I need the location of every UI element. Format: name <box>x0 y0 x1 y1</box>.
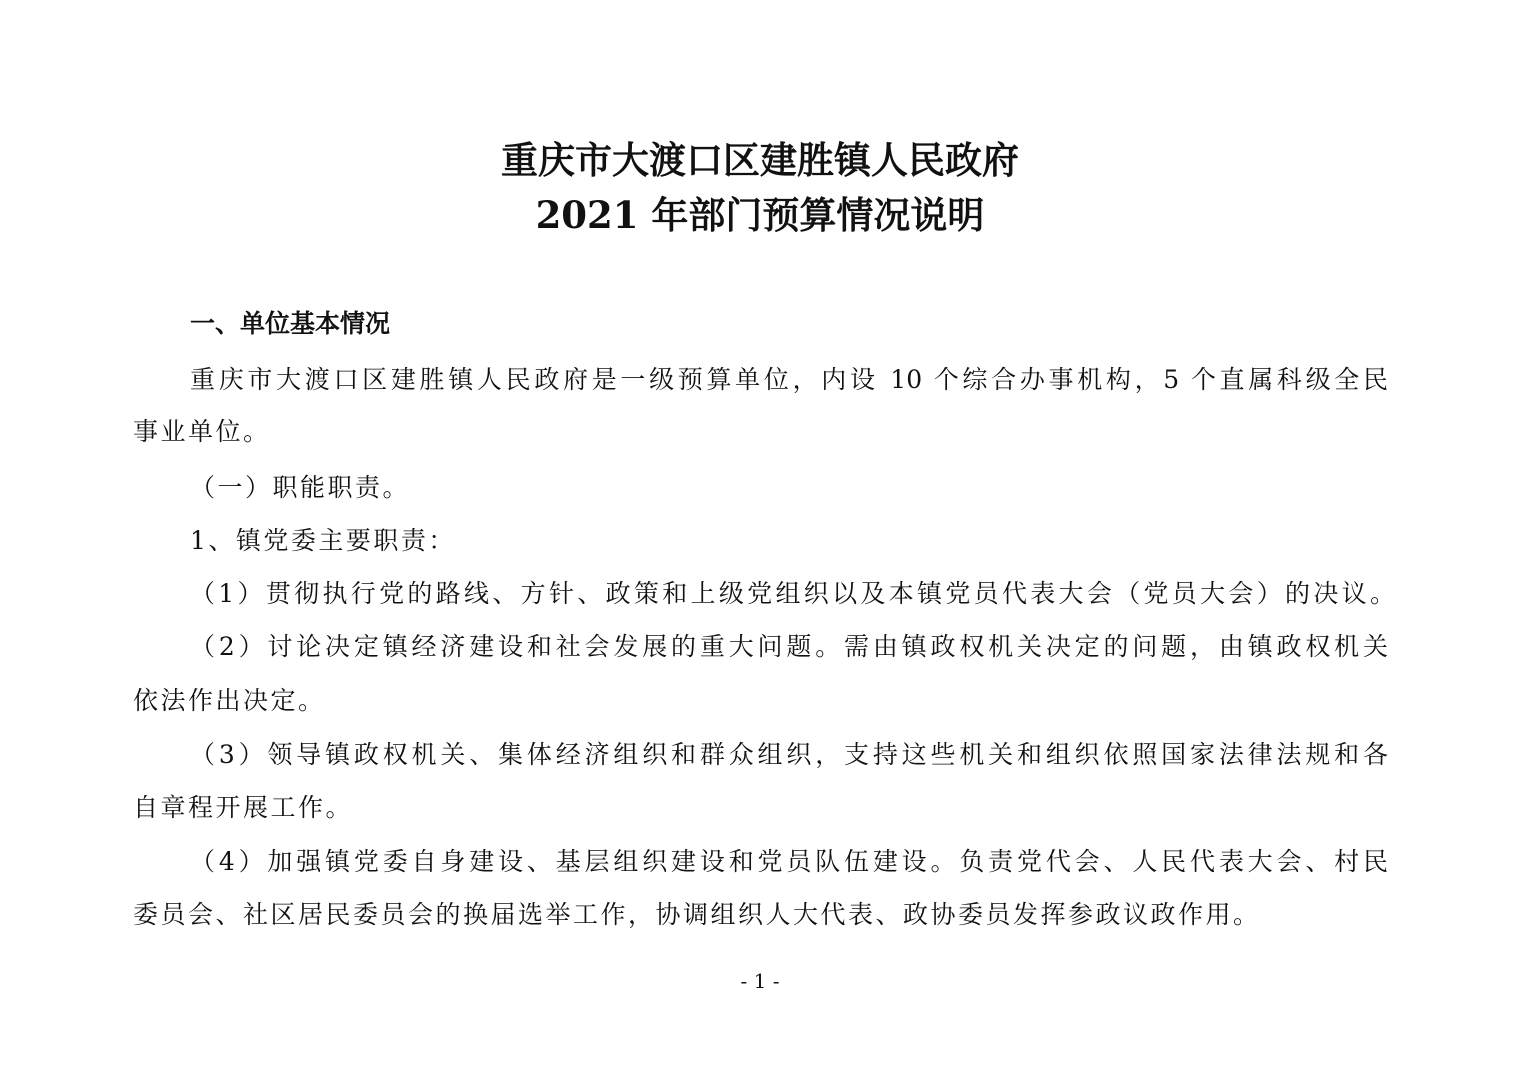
section-heading: 一、单位基本情况 <box>190 309 391 338</box>
sub-heading-functions: （一）职能职责。 <box>190 473 411 502</box>
duty-3-line2: 自章程开展工作。 <box>133 793 354 822</box>
duty-2-line2: 依法作出决定。 <box>133 686 326 715</box>
duty-3-line1: （3）领导镇政权机关、集体经济组织和群众组织，支持这些机关和组织依照国家法律法规和各 <box>190 740 1388 769</box>
intro-paragraph-line1: 重庆市大渡口区建胜镇人民政府是一级预算单位，内设 10 个综合办事机构，5 个直属科级全民 <box>190 365 1388 394</box>
intro-paragraph-line2: 事业单位。 <box>133 417 271 446</box>
duty-4-line1: （4）加强镇党委自身建设、基层组织建设和党员队伍建设。负责党代会、人民代表大会、村民 <box>190 847 1388 876</box>
page-number: - 1 - <box>740 969 780 993</box>
duty-1-line1: （1）贯彻执行党的路线、方针、政策和上级党组织以及本镇党员代表大会（党员大会）的决议。 <box>190 579 1395 608</box>
duty-2-line1: （2）讨论决定镇经济建设和社会发展的重大问题。需由镇政权机关决定的问题，由镇政权机关 <box>190 632 1388 661</box>
item-heading-party-committee: 1、镇党委主要职责： <box>190 526 456 555</box>
document-title-line1: 重庆市大渡口区建胜镇人民政府 <box>501 138 1019 182</box>
document-title-line2: 2021 年部门预算情况说明 <box>535 193 985 237</box>
duty-4-line2: 委员会、社区居民委员会的换届选举工作，协调组织人大代表、政协委员发挥参政议政作用。 <box>133 900 1261 929</box>
